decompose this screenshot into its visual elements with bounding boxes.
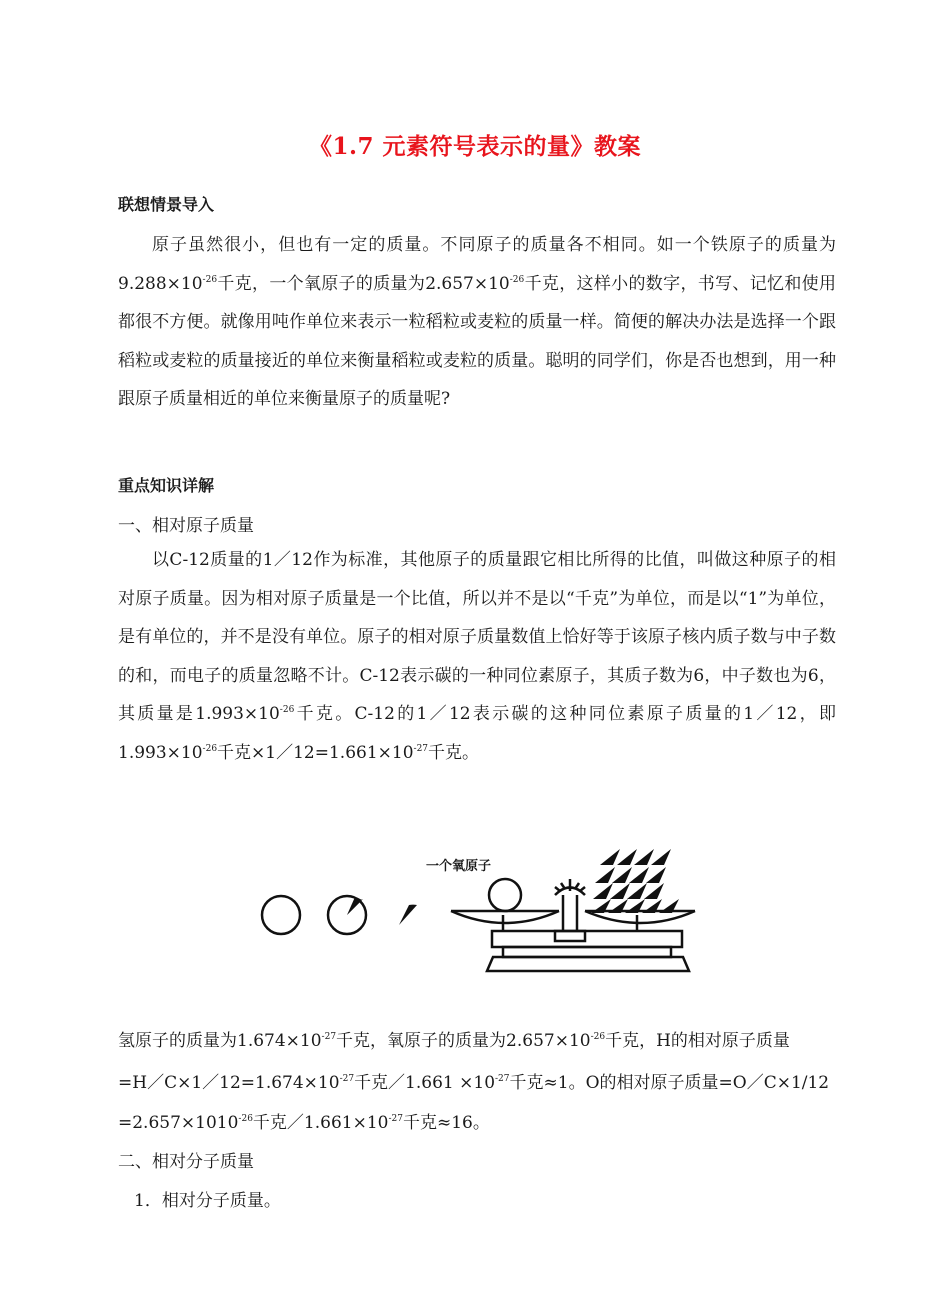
intro-paragraph: 原子虽然很小，但也有一定的质量。不同原子的质量各不相同。如一个铁原子的质量为$9.288\times 10^{-26}$千克，一个氧原子的质量为$2.657\times 10^{-26}$千克，这样小的数字，书写、记忆和使用都很不方便。就像用吨作单位来表示一粒稻粒或麦粒的质量一样。简便的解决办法是选择一个跟稻粒或麦粒的质量接近的单位来衡量稻粒或麦粒的质量。聪明的同学们，你是否也想到，用一种跟原子质量相近的单位来衡量原子的质量呢? bbox=[118, 235, 837, 409]
list-item-relative-molecular-mass: 1．相对分子质量。 bbox=[134, 1191, 281, 1211]
subheading-relative-atomic-mass: 一、相对原子质量 bbox=[118, 516, 254, 536]
relative-atomic-mass-paragraph: 以C-12质量的1／12作为标准，其他原子的质量跟它相比所得的比值，叫做这种原子的相对原子质量。因为相对原子质量是一个比值，所以并不是以“千克”为单位，而是以“1”为单位，是有单位的，并不是没有单位。原子的相对原子质量数值上恰好等于该原子核内质子数与中子数的和，而电子的质量忽略不计。C-12表示碳的一种同位素原子，其质子数为6，中子数也为6，其质量是$1.993\times 10^{-26}$千克。C-12的1／12表示碳的这种同位素原子质量的1／12，即$1.993\times 10^{-26}$千克$\times 1/12=1.661\times 10^{-27}$千克。 bbox=[118, 550, 836, 763]
section-heading-intro: 联想情景导入 bbox=[118, 195, 215, 214]
one-twelfth-wedge bbox=[399, 905, 417, 925]
section-heading-key-knowledge: 重点知识详解 bbox=[118, 476, 215, 495]
document-title: 《1.7 元素符号表示的量》教案 bbox=[308, 133, 642, 160]
wedge-pile bbox=[591, 849, 679, 913]
calc-line-1: 氢原子的质量为$1.674\times 10^{-27}$千克，氧原子的质量为$2.657\times 10^{-26}$千克，H的相对原子质量 bbox=[118, 1031, 790, 1051]
calc-line-2: $=H/C\times 1/12=1.674\times 10^{-27}$千克／1.661 $\times 10^{-27}$千克≈1。O的相对原子质量=O／C×1/12 bbox=[118, 1073, 830, 1093]
carbon-atom-circle bbox=[262, 896, 300, 934]
oxygen-atom-label: 一个氧原子 bbox=[426, 859, 492, 874]
subheading-relative-molecular-mass: 二、相对分子质量 bbox=[118, 1152, 254, 1172]
calc-line-3: $=2.657\times 1010^{-26}$千克$/1.661\times 10^{-27}$千克≈16。 bbox=[118, 1113, 490, 1133]
